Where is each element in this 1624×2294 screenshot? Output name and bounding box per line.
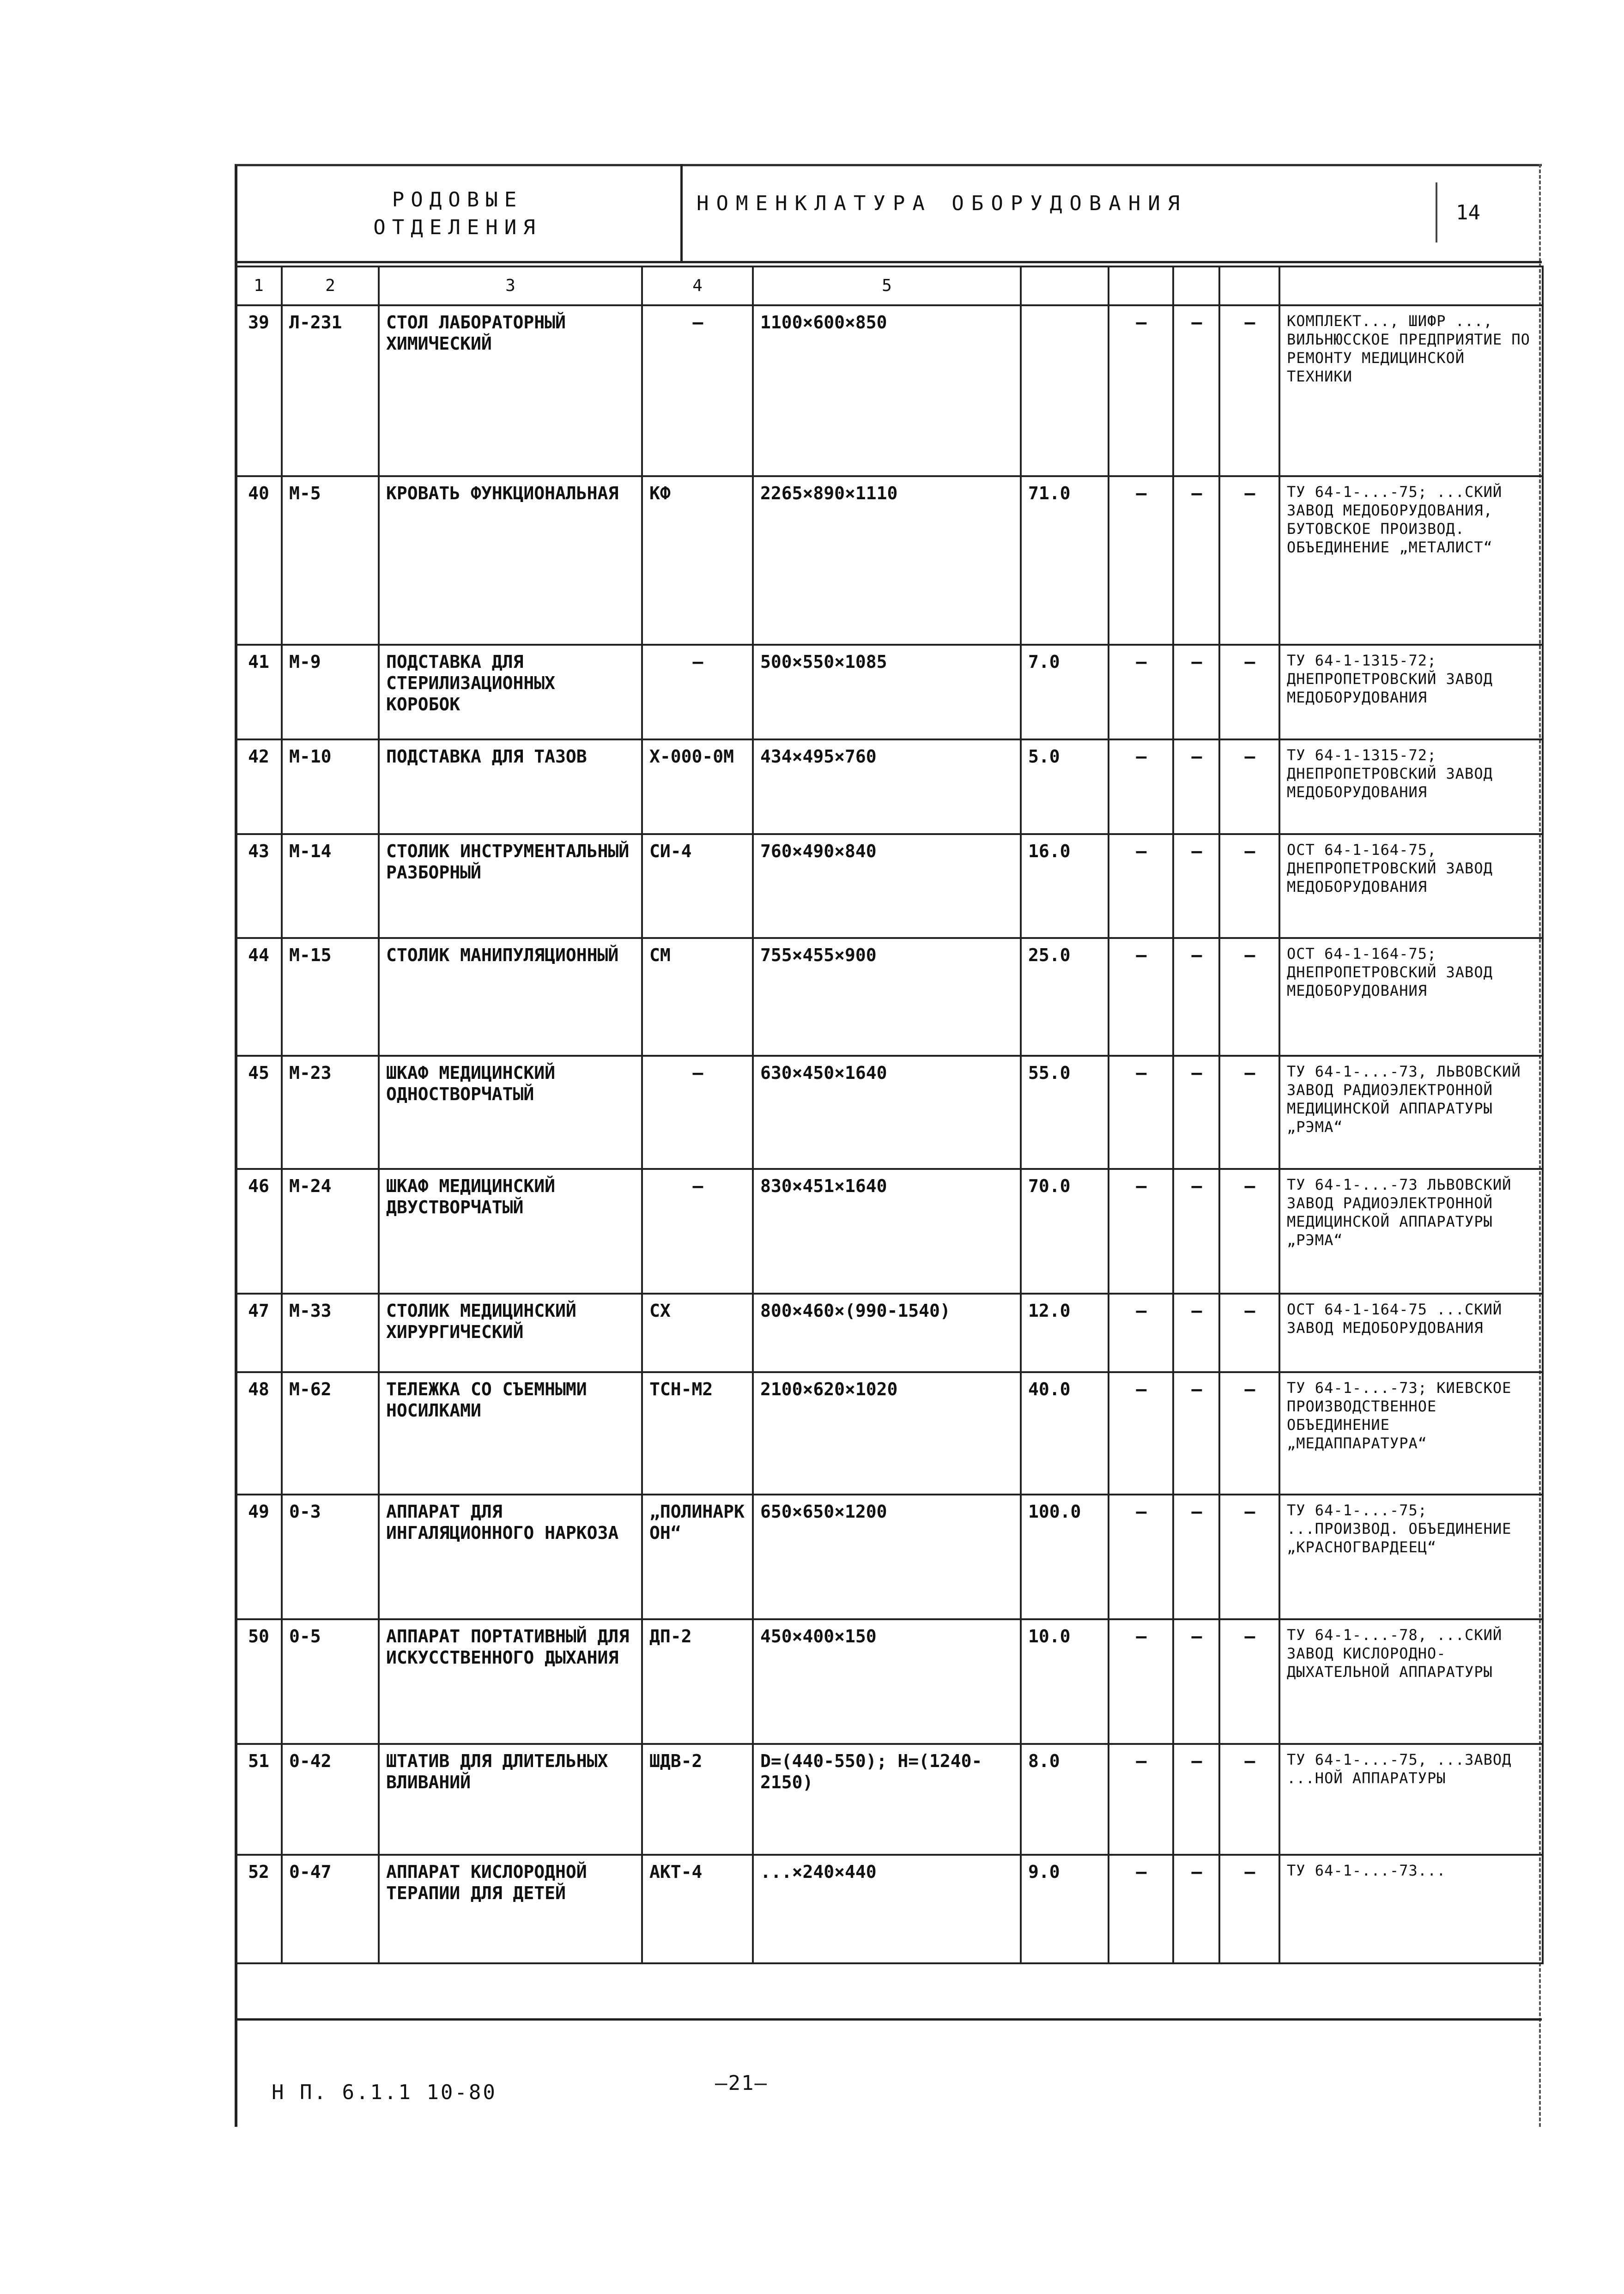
department-title	[235, 164, 683, 263]
item-code: М-10	[282, 739, 379, 834]
col-7-value: —	[1109, 1619, 1173, 1744]
col-8-value: —	[1173, 938, 1219, 1056]
item-weight: 12.0	[1021, 1294, 1109, 1372]
item-type: КФ	[642, 476, 753, 645]
item-code: 0-3	[282, 1495, 379, 1619]
col-9-value: —	[1219, 1744, 1279, 1855]
item-standard-manufacturer: ТУ 64-1-...-73, ЛЬВОВСКИЙ ЗАВОД РАДИОЭЛЕКТРОННОЙ МЕДИЦИНСКОЙ АППАРАТУРЫ „РЭМА“	[1279, 1056, 1543, 1169]
document-title: НОМЕНКЛАТУРА ОБОРУДОВАНИЯ	[697, 192, 1188, 215]
col-9-value: —	[1219, 1056, 1279, 1169]
item-standard-manufacturer: ТУ 64-1-...-75; ...СКИЙ ЗАВОД МЕДОБОРУДОВАНИЯ, БУТОВСКОЕ ПРОИЗВОД. ОБЪЕДИНЕНИЕ „МЕТАЛИСТ“	[1279, 476, 1543, 645]
col-8-value: —	[1173, 1056, 1219, 1169]
item-type: „ПОЛИНАРКОН“	[642, 1495, 753, 1619]
item-code: М-62	[282, 1372, 379, 1495]
col-8-value: —	[1173, 1294, 1219, 1372]
table-row	[236, 1294, 1543, 1372]
item-dimensions: 500×550×1085	[753, 645, 1021, 739]
col-8-value: —	[1173, 1169, 1219, 1294]
item-type: СМ	[642, 938, 753, 1056]
item-type: ШДВ-2	[642, 1744, 753, 1855]
item-standard-manufacturer: ОСТ 64-1-164-75 ...СКИЙ ЗАВОД МЕДОБОРУДОВАНИЯ	[1279, 1294, 1543, 1372]
title-block	[235, 164, 1542, 263]
col-8-value: —	[1173, 834, 1219, 938]
table-row	[236, 1056, 1543, 1169]
equipment-table	[235, 266, 1544, 1964]
item-type: СИ-4	[642, 834, 753, 938]
item-standard-manufacturer: ТУ 64-1-...-75; ...ПРОИЗВОД. ОБЪЕДИНЕНИЕ „КРАСНОГВАРДЕЕЦ“	[1279, 1495, 1543, 1619]
item-standard-manufacturer: ТУ 64-1-...-78, ...СКИЙ ЗАВОД КИСЛОРОДНО-ДЫХАТЕЛЬНОЙ АППАРАТУРЫ	[1279, 1619, 1543, 1744]
table-row	[236, 739, 1543, 834]
table-row	[236, 1619, 1543, 1744]
item-dimensions: 2100×620×1020	[753, 1372, 1021, 1495]
item-weight: 8.0	[1021, 1744, 1109, 1855]
table-row	[236, 1169, 1543, 1294]
item-code: М-15	[282, 938, 379, 1056]
col-7-value: —	[1109, 1744, 1173, 1855]
col-7-value: —	[1109, 938, 1173, 1056]
item-weight: 9.0	[1021, 1855, 1109, 1963]
row-number: 45	[236, 1056, 282, 1169]
item-name: ШТАТИВ ДЛЯ ДЛИТЕЛЬНЫХ ВЛИВАНИЙ	[379, 1744, 642, 1855]
row-number: 41	[236, 645, 282, 739]
item-weight: 71.0	[1021, 476, 1109, 645]
col-7-value: —	[1109, 834, 1173, 938]
item-name: ПОДСТАВКА ДЛЯ ТАЗОВ	[379, 739, 642, 834]
row-number: 51	[236, 1744, 282, 1855]
table-row	[236, 834, 1543, 938]
table-row	[236, 938, 1543, 1056]
item-name: АППАРАТ КИСЛОРОДНОЙ ТЕРАПИИ ДЛЯ ДЕТЕЙ	[379, 1855, 642, 1963]
column-header: 3	[379, 266, 642, 305]
col-9-value: —	[1219, 1619, 1279, 1744]
col-7-value: —	[1109, 1294, 1173, 1372]
table-row	[236, 305, 1543, 476]
col-7-value: —	[1109, 739, 1173, 834]
item-type: Х-000-0М	[642, 739, 753, 834]
col-7-value: —	[1109, 476, 1173, 645]
item-standard-manufacturer: ТУ 64-1-...-73; КИЕВСКОЕ ПРОИЗВОДСТВЕННОЕ ОБЪЕДИНЕНИЕ „МЕДАППАРАТУРА“	[1279, 1372, 1543, 1495]
col-9-value: —	[1219, 476, 1279, 645]
item-dimensions: 630×450×1640	[753, 1056, 1021, 1169]
item-name: ШКАФ МЕДИЦИНСКИЙ ДВУСТВОРЧАТЫЙ	[379, 1169, 642, 1294]
col-9-value: —	[1219, 1855, 1279, 1963]
item-type: ДП-2	[642, 1619, 753, 1744]
row-number: 50	[236, 1619, 282, 1744]
column-header	[1021, 266, 1109, 305]
col-9-value: —	[1219, 1372, 1279, 1495]
col-7-value: —	[1109, 645, 1173, 739]
item-type: —	[642, 645, 753, 739]
item-standard-manufacturer: ТУ 64-1-1315-72; ДНЕПРОПЕТРОВСКИЙ ЗАВОД МЕДОБОРУДОВАНИЯ	[1279, 645, 1543, 739]
item-name: СТОЛИК МАНИПУЛЯЦИОННЫЙ	[379, 938, 642, 1056]
column-header: 5	[753, 266, 1021, 305]
item-name: КРОВАТЬ ФУНКЦИОНАЛЬНАЯ	[379, 476, 642, 645]
item-name: ПОДСТАВКА ДЛЯ СТЕРИЛИЗАЦИОННЫХ КОРОБОК	[379, 645, 642, 739]
item-name: СТОЛ ЛАБОРАТОРНЫЙ ХИМИЧЕСКИЙ	[379, 305, 642, 476]
row-number: 40	[236, 476, 282, 645]
col-7-value: —	[1109, 1495, 1173, 1619]
col-7-value: —	[1109, 1855, 1173, 1963]
item-weight: 55.0	[1021, 1056, 1109, 1169]
item-weight: 70.0	[1021, 1169, 1109, 1294]
item-weight	[1021, 305, 1109, 476]
item-code: 0-5	[282, 1619, 379, 1744]
row-number: 46	[236, 1169, 282, 1294]
col-9-value: —	[1219, 305, 1279, 476]
item-standard-manufacturer: ТУ 64-1-1315-72; ДНЕПРОПЕТРОВСКИЙ ЗАВОД МЕДОБОРУДОВАНИЯ	[1279, 739, 1543, 834]
row-number: 49	[236, 1495, 282, 1619]
item-name: СТОЛИК МЕДИЦИНСКИЙ ХИРУРГИЧЕСКИЙ	[379, 1294, 642, 1372]
item-standard-manufacturer: ОСТ 64-1-164-75, ДНЕПРОПЕТРОВСКИЙ ЗАВОД МЕДОБОРУДОВАНИЯ	[1279, 834, 1543, 938]
table-row	[236, 645, 1543, 739]
item-dimensions: 2265×890×1110	[753, 476, 1021, 645]
column-header	[1279, 266, 1543, 305]
item-weight: 100.0	[1021, 1495, 1109, 1619]
col-9-value: —	[1219, 645, 1279, 739]
item-weight: 10.0	[1021, 1619, 1109, 1744]
item-dimensions: 760×490×840	[753, 834, 1021, 938]
department-line-2: ОТДЕЛЕНИЯ	[373, 215, 542, 239]
column-header: 4	[642, 266, 753, 305]
item-name: ШКАФ МЕДИЦИНСКИЙ ОДНОСТВОРЧАТЫЙ	[379, 1056, 642, 1169]
row-number: 43	[236, 834, 282, 938]
footer	[235, 2018, 1542, 2125]
item-weight: 25.0	[1021, 938, 1109, 1056]
col-9-value: —	[1219, 1495, 1279, 1619]
col-7-value: —	[1109, 1372, 1173, 1495]
col-9-value: —	[1219, 739, 1279, 834]
col-8-value: —	[1173, 1619, 1219, 1744]
table-row	[236, 1495, 1543, 1619]
col-7-value: —	[1109, 1056, 1173, 1169]
row-number: 44	[236, 938, 282, 1056]
item-code: М-33	[282, 1294, 379, 1372]
item-standard-manufacturer: ОСТ 64-1-164-75; ДНЕПРОПЕТРОВСКИЙ ЗАВОД МЕДОБОРУДОВАНИЯ	[1279, 938, 1543, 1056]
item-dimensions: ...×240×440	[753, 1855, 1021, 1963]
item-dimensions: 800×460×(990-1540)	[753, 1294, 1021, 1372]
col-8-value: —	[1173, 476, 1219, 645]
item-code: М-14	[282, 834, 379, 938]
item-code: М-5	[282, 476, 379, 645]
row-number: 39	[236, 305, 282, 476]
item-dimensions: 650×650×1200	[753, 1495, 1021, 1619]
table-row	[236, 476, 1543, 645]
item-standard-manufacturer: ТУ 64-1-...-73 ЛЬВОВСКИЙ ЗАВОД РАДИОЭЛЕКТРОННОЙ МЕДИЦИНСКОЙ АППАРАТУРЫ „РЭМА“	[1279, 1169, 1543, 1294]
col-8-value: —	[1173, 645, 1219, 739]
row-number: 52	[236, 1855, 282, 1963]
row-number: 47	[236, 1294, 282, 1372]
column-header	[1173, 266, 1219, 305]
col-9-value: —	[1219, 938, 1279, 1056]
item-code: М-24	[282, 1169, 379, 1294]
column-header-row	[236, 266, 1543, 305]
sheet-number: 14	[1436, 182, 1491, 242]
item-type: —	[642, 305, 753, 476]
row-number: 42	[236, 739, 282, 834]
page-number: —21—	[715, 2071, 768, 2095]
department-line-1: РОДОВЫЕ	[392, 188, 523, 212]
item-code: Л-231	[282, 305, 379, 476]
item-type: СХ	[642, 1294, 753, 1372]
item-weight: 7.0	[1021, 645, 1109, 739]
item-standard-manufacturer: ТУ 64-1-...-73...	[1279, 1855, 1543, 1963]
col-8-value: —	[1173, 1372, 1219, 1495]
column-header: 2	[282, 266, 379, 305]
item-name: АППАРАТ ПОРТАТИВНЫЙ ДЛЯ ИСКУССТВЕННОГО ДЫХАНИЯ	[379, 1619, 642, 1744]
item-type: —	[642, 1056, 753, 1169]
item-standard-manufacturer: КОМПЛЕКТ..., ШИФР ..., ВИЛЬНЮССКОЕ ПРЕДПРИЯТИЕ ПО РЕМОНТУ МЕДИЦИНСКОЙ ТЕХНИКИ	[1279, 305, 1543, 476]
item-dimensions: D=(440-550); H=(1240-2150)	[753, 1744, 1021, 1855]
col-7-value: —	[1109, 305, 1173, 476]
item-name: ТЕЛЕЖКА СО СЪЕМНЫМИ НОСИЛКАМИ	[379, 1372, 642, 1495]
col-8-value: —	[1173, 1495, 1219, 1619]
item-name: АППАРАТ ДЛЯ ИНГАЛЯЦИОННОГО НАРКОЗА	[379, 1495, 642, 1619]
col-7-value: —	[1109, 1169, 1173, 1294]
table-row	[236, 1855, 1543, 1963]
item-dimensions: 830×451×1640	[753, 1169, 1021, 1294]
item-type: —	[642, 1169, 753, 1294]
document-code: Н П. 6.1.1 10-80	[272, 2081, 497, 2104]
table-row	[236, 1372, 1543, 1495]
col-9-value: —	[1219, 1169, 1279, 1294]
item-type: АКТ-4	[642, 1855, 753, 1963]
column-header: 1	[236, 266, 282, 305]
item-weight: 16.0	[1021, 834, 1109, 938]
item-code: 0-42	[282, 1744, 379, 1855]
item-code: М-23	[282, 1056, 379, 1169]
item-dimensions: 755×455×900	[753, 938, 1021, 1056]
item-standard-manufacturer: ТУ 64-1-...-75, ...ЗАВОД ...НОЙ АППАРАТУРЫ	[1279, 1744, 1543, 1855]
col-8-value: —	[1173, 1744, 1219, 1855]
table-row	[236, 1744, 1543, 1855]
item-name: СТОЛИК ИНСТРУМЕНТАЛЬНЫЙ РАЗБОРНЫЙ	[379, 834, 642, 938]
col-8-value: —	[1173, 1855, 1219, 1963]
item-code: М-9	[282, 645, 379, 739]
item-weight: 5.0	[1021, 739, 1109, 834]
item-type: ТСН-М2	[642, 1372, 753, 1495]
item-dimensions: 1100×600×850	[753, 305, 1021, 476]
col-8-value: —	[1173, 305, 1219, 476]
col-9-value: —	[1219, 1294, 1279, 1372]
item-weight: 40.0	[1021, 1372, 1109, 1495]
item-dimensions: 434×495×760	[753, 739, 1021, 834]
item-dimensions: 450×400×150	[753, 1619, 1021, 1744]
item-code: 0-47	[282, 1855, 379, 1963]
column-header	[1109, 266, 1173, 305]
column-header	[1219, 266, 1279, 305]
col-8-value: —	[1173, 739, 1219, 834]
row-number: 48	[236, 1372, 282, 1495]
col-9-value: —	[1219, 834, 1279, 938]
